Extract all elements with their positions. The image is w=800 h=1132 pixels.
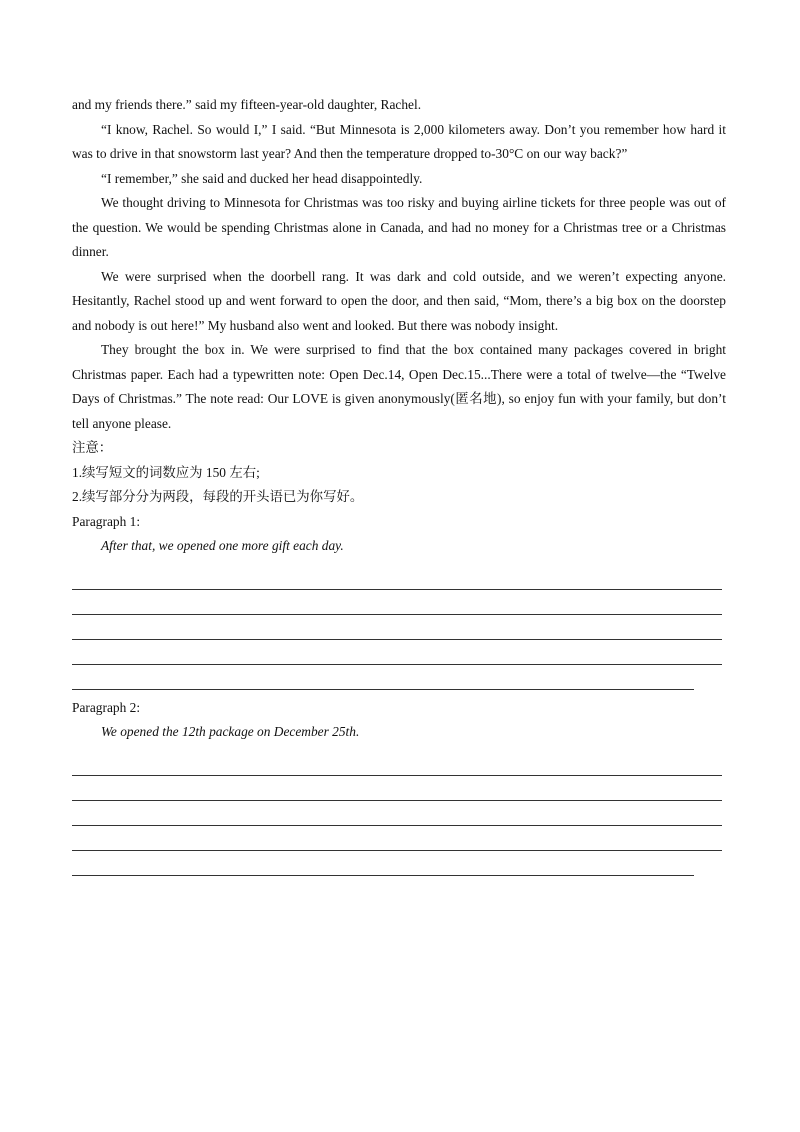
- writing-line[interactable]: [72, 590, 722, 615]
- story-paragraph-1: “I know, Rachel. So would I,” I said. “But Minnesota is 2,000 kilometers away. Don’t you remember how hard it was to drive in that snowstorm last year? And then the temperature dropped to-30°C on our way back?”: [72, 121, 726, 161]
- notes-heading: 注意：: [72, 440, 113, 455]
- writing-line[interactable]: [72, 751, 722, 776]
- paragraph-1-opening: After that, we opened one more gift each day.: [101, 538, 344, 553]
- paragraph-1-label: Paragraph 1:: [72, 513, 141, 529]
- worksheet: [72, 93, 726, 876]
- story-paragraph-5: They brought the box in. We were surprised to find that the box contained many packages covered in bright Christmas paper. Each had a typewritten note: Open Dec.14, Open Dec.15...There were a total of twelve—the “Twelve Days of Christmas.” The note read: Our LOVE is given anonymously(匿名地), so enjoy fun with your family, but don’t tell anyone please.: [72, 342, 726, 431]
- story-paragraph-2: “I remember,” she said and ducked her head disappointedly.: [101, 170, 423, 186]
- writing-line[interactable]: [72, 565, 722, 590]
- paragraph-2-writing-lines: [72, 751, 726, 876]
- story-paragraph-0: and my friends there.” said my fifteen-year-old daughter, Rachel.: [72, 97, 422, 112]
- writing-line[interactable]: [72, 640, 722, 665]
- paragraph-1-writing-lines: [72, 565, 726, 690]
- notes-item-1: 1.续写短文的词数应为 150 左右;: [72, 464, 260, 480]
- story-paragraph-4: We were surprised when the doorbell rang. It was dark and cold outside, and we weren’t expecting anyone. Hesitantly, Rachel stood up and went forward to open the door, and then said, “Mom, there’s a big box on the doorstep and nobody is out here!” My husband also went and looked. But there was nobody insight.: [72, 268, 726, 333]
- writing-line[interactable]: [72, 826, 722, 851]
- writing-line[interactable]: [72, 615, 722, 640]
- notes-item-2: 2.续写部分分为两段，每段的开头语已为你写好。: [72, 489, 364, 504]
- paragraph-2-label: Paragraph 2:: [72, 699, 141, 715]
- writing-line[interactable]: [72, 665, 694, 690]
- paragraph-2-opening: We opened the 12th package on December 25th.: [101, 724, 360, 739]
- writing-line[interactable]: [72, 851, 694, 876]
- story-paragraph-3: We thought driving to Minnesota for Christmas was too risky and buying airline tickets for three people was out of the question. We would be spending Christmas alone in Canada, and had no money for a Christmas tree or a Christmas dinner.: [72, 195, 726, 259]
- writing-line[interactable]: [72, 776, 722, 801]
- writing-line[interactable]: [72, 801, 722, 826]
